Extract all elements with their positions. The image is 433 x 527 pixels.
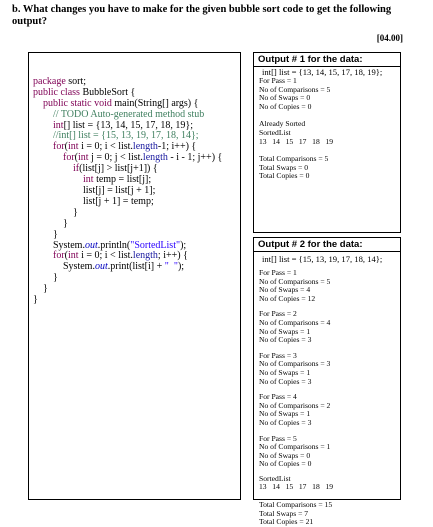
pass-line: For Pass = 2 <box>259 309 297 319</box>
output-line: SortedList <box>259 127 291 137</box>
code-line: public static void main(String[] args) { <box>43 97 199 109</box>
code-line: int temp = list[j]; <box>83 174 152 186</box>
pass-line: For Pass = 3 <box>259 350 297 360</box>
output-title: Output # 1 for the data: <box>254 53 400 67</box>
code-line: package sort; <box>33 75 87 87</box>
output-line: No of Swaps = 0 <box>259 93 311 103</box>
pass-line: No of Copies = 3 <box>259 335 312 345</box>
pass-line: No of Swaps = 4 <box>259 285 311 295</box>
pass-line: No of Copies = 3 <box>259 376 312 386</box>
code-line: public class BubbleSort { <box>33 86 136 98</box>
code-line: //int[] list = {15, 13, 19, 17, 18, 14}; <box>53 130 199 142</box>
pass-block <box>254 393 400 427</box>
output-lines <box>254 77 400 181</box>
code-line: list[j + 1] = temp; <box>33 195 154 207</box>
code-line: for(int i = 0; i < list.length; i++) { <box>53 250 188 262</box>
code-line: } <box>33 228 58 240</box>
data-line: int[] list = {13, 14, 15, 17, 18, 19}; <box>262 67 383 77</box>
total-line: Total Comparisons = 15 <box>259 500 333 510</box>
code-line: // TODO Auto-generated method stub <box>53 108 205 120</box>
code-line: list[j] = list[j + 1]; <box>33 184 156 196</box>
code-line: System.out.print(list[i] + " "); <box>33 261 185 273</box>
output-panel-1 <box>253 52 401 233</box>
pass-line: No of Swaps = 1 <box>259 367 311 377</box>
pass-line: No of Comparisons = 3 <box>259 359 331 369</box>
pass-line: No of Copies = 3 <box>259 417 312 427</box>
sorted-values: 13 14 15 17 18 19 <box>259 482 334 492</box>
pass-line: For Pass = 1 <box>259 268 297 277</box>
pass-line: No of Swaps = 1 <box>259 409 311 419</box>
data-line: int[] list = {15, 13, 19, 17, 18, 14}; <box>262 254 383 264</box>
code-line: if(list[j] > list[j+1]) { <box>73 163 158 175</box>
pass-block <box>254 269 400 303</box>
code-line: for(int j = 0; j < list.length - i - 1; j++) { <box>63 152 223 164</box>
output-line: Total Swaps = 0 <box>259 162 309 172</box>
sorted-label: SortedList <box>259 473 291 483</box>
code-line: int[] list = {13, 14, 15, 17, 18, 19}; <box>53 119 193 131</box>
output-line: No of Comparisons = 5 <box>259 84 331 94</box>
code-line: } <box>33 272 58 284</box>
output-line: For Pass = 1 <box>259 76 297 85</box>
pass-line: No of Copies = 0 <box>259 459 312 469</box>
pass-line: No of Comparisons = 2 <box>259 400 331 410</box>
code-line: } <box>33 217 68 229</box>
code-line: System.out.println("SortedList"); <box>33 239 187 251</box>
pass-line: No of Swaps = 0 <box>259 450 311 460</box>
output-line: Already Sorted <box>259 119 306 129</box>
total-line: Total Copies = 21 <box>259 517 314 527</box>
output-line: No of Copies = 0 <box>259 101 312 111</box>
output-line: 13 14 15 17 18 19 <box>259 136 334 146</box>
pass-block <box>254 310 400 344</box>
code-block <box>33 66 222 317</box>
pass-list <box>254 269 400 469</box>
code-line: for(int i = 0; i < list.length-1; i++) { <box>53 141 197 153</box>
pass-line: No of Comparisons = 4 <box>259 317 331 327</box>
pass-line: No of Copies = 12 <box>259 293 316 303</box>
marks-label: [04.00] <box>376 33 403 43</box>
total-line: Total Swaps = 7 <box>259 508 309 518</box>
pass-block <box>254 435 400 469</box>
output-line: Total Comparisons = 5 <box>259 154 329 164</box>
code-line: } <box>33 294 38 306</box>
pass-line: For Pass = 5 <box>259 433 297 443</box>
pass-block <box>254 352 400 386</box>
pass-line: For Pass = 4 <box>259 392 297 402</box>
output-panel-2 <box>253 237 401 527</box>
output-title: Output # 2 for the data: <box>254 238 400 252</box>
pass-line: No of Swaps = 1 <box>259 326 311 336</box>
question-text: b. What changes you have to make for the given bubble sort code to get the following output? <box>12 4 392 27</box>
output-line: Total Copies = 0 <box>259 171 310 181</box>
pass-line: No of Comparisons = 1 <box>259 442 331 452</box>
code-line: } <box>33 283 48 295</box>
code-line: } <box>33 206 78 218</box>
pass-line: No of Comparisons = 5 <box>259 276 331 286</box>
